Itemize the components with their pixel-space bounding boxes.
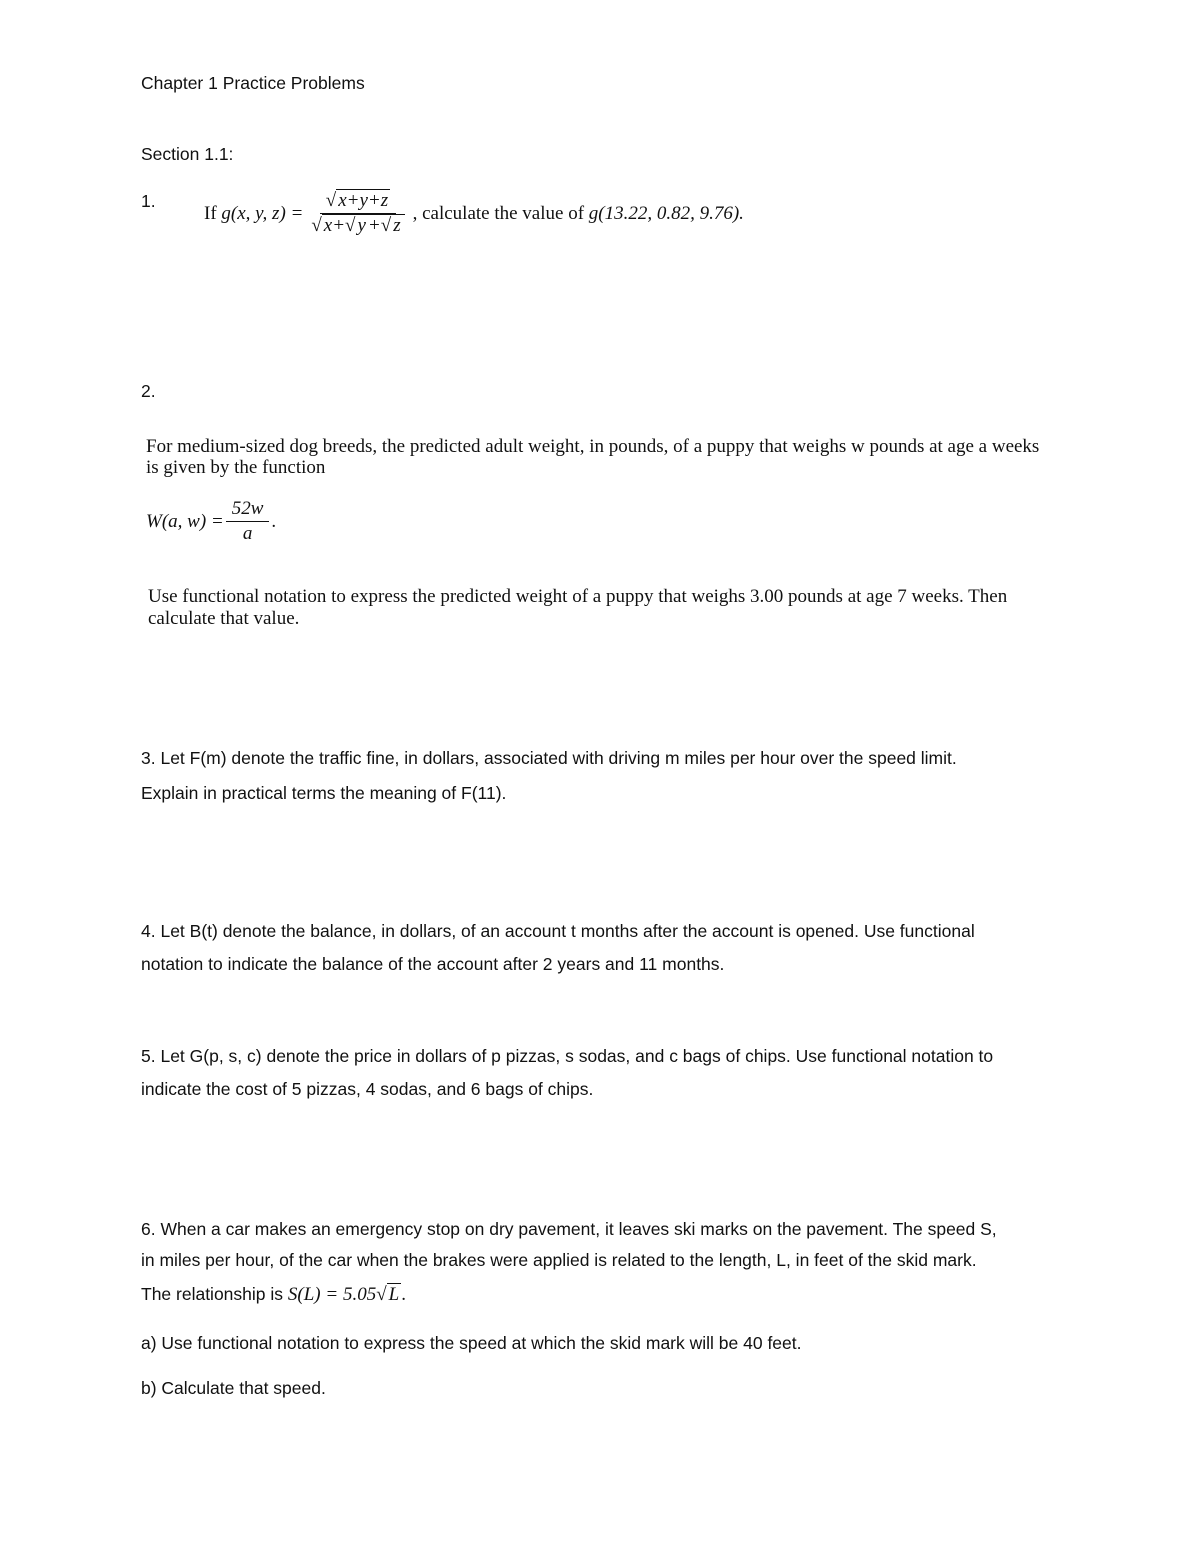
den-z: z <box>393 215 401 236</box>
problem-4-line1: 4. Let B(t) denote the balance, in dollars, of an account t months after the account is opened. Use functional <box>141 921 975 941</box>
problem-3-line2: Explain in practical terms the meaning of F(11). <box>141 783 507 803</box>
problem-4-line2: notation to indicate the balance of the account after 2 years and 11 months. <box>141 954 725 974</box>
problem-1-tail: calculate the value of <box>422 202 585 224</box>
problem-2-number: 2. <box>141 381 156 401</box>
denominator-radicand <box>322 214 405 236</box>
sqrt-symbol: √ y <box>345 215 366 236</box>
problem-2-intro-line1: For medium-sized dog breeds, the predicted adult weight, in pounds, of a puppy that weighs w pounds at age a weeks <box>146 436 1040 457</box>
problem-1-formula <box>204 190 744 237</box>
problem-6-line3 <box>141 1284 406 1306</box>
problem-6-part-a: a) Use functional notation to express the speed at which the skid mark will be 40 feet. <box>141 1333 802 1353</box>
problem-6-line3-end: . <box>401 1284 406 1305</box>
problem-6-line1: 6. When a car makes an emergency stop on dry pavement, it leaves ski marks on the pavement. The speed S, <box>141 1219 997 1239</box>
sqrt-symbol: √ x+y+z <box>325 190 389 211</box>
sqrt-symbol: √ L <box>376 1284 400 1305</box>
den-plus: + <box>367 215 381 236</box>
problem-3-line1: 3. Let F(m) denote the traffic fine, in dollars, associated with driving m miles per hour over the speed limit. <box>141 748 957 768</box>
page-title: Chapter 1 Practice Problems <box>141 73 365 93</box>
problem-2-denominator: a <box>242 523 253 544</box>
problem-1-number: 1. <box>141 191 156 211</box>
problem-2-intro-line2: is given by the function <box>146 457 326 478</box>
problem-5-line2: indicate the cost of 5 pizzas, 4 sodas, and 6 bags of chips. <box>141 1079 594 1099</box>
den-x: x+ <box>323 215 346 236</box>
problem-1-call: g(13.22, 0.82, 9.76). <box>588 202 744 224</box>
problem-2-task-line2: calculate that value. <box>148 608 300 629</box>
problem-6-radicand: L <box>388 1284 400 1305</box>
problem-6-line3-text: The relationship is <box>141 1284 284 1304</box>
problem-2-numerator: 52w <box>226 498 270 522</box>
problem-1-lead: If <box>204 202 217 224</box>
problem-1-denominator <box>305 214 410 237</box>
problem-1-fraction <box>305 190 410 237</box>
problem-2-fraction <box>226 498 270 545</box>
den-y: y <box>357 215 366 236</box>
sqrt-symbol: √ z <box>380 215 401 236</box>
problem-5-line1: 5. Let G(p, s, c) denote the price in dollars of p pizzas, s sodas, and c bags of chips. Use functional notation to <box>141 1046 994 1066</box>
problem-2-task-line1: Use functional notation to express the predicted weight of a puppy that weighs 3.00 pounds at age 7 weeks. Then <box>148 586 1008 607</box>
problem-1-numerator <box>320 190 396 214</box>
problem-2-lhs: W(a, w) = <box>146 510 224 532</box>
sqrt-symbol: √ x+√ y +√ z <box>311 215 404 237</box>
problem-6-formula: S(L) = 5.05 <box>287 1284 377 1305</box>
problem-2-formula <box>146 498 276 545</box>
section-heading: Section 1.1: <box>141 144 234 164</box>
problem-6-part-b: b) Calculate that speed. <box>141 1378 326 1398</box>
numerator-radicand: x+y+z <box>338 190 389 211</box>
problem-6-line2: in miles per hour, of the car when the brakes were applied is related to the length, L, in feet of the skid mark. <box>141 1250 977 1270</box>
problem-2-period: . <box>271 510 277 532</box>
problem-1-comma: , <box>412 202 418 224</box>
problem-1-lhs: g(x, y, z) = <box>221 202 304 224</box>
